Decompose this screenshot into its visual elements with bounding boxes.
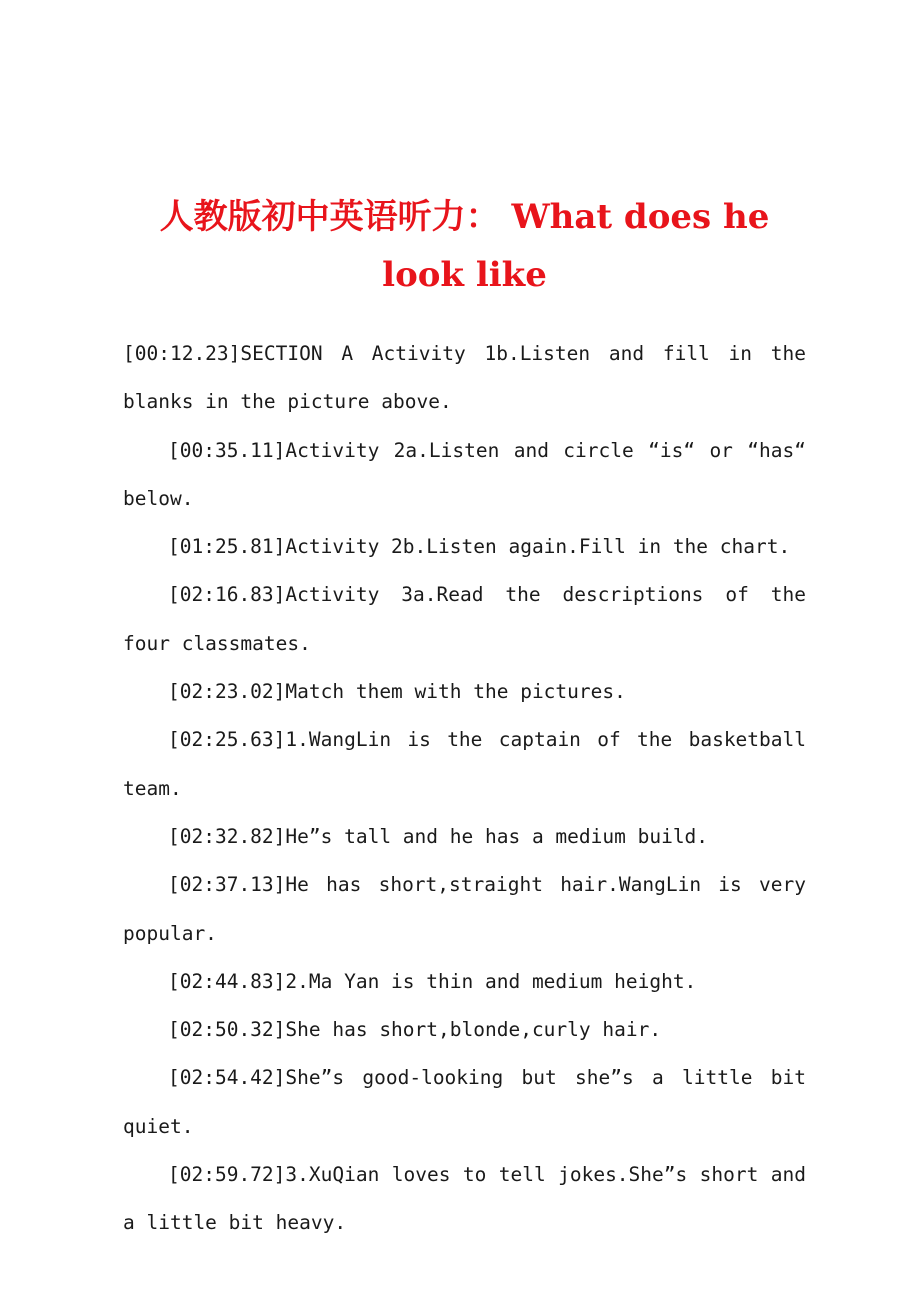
transcript-line: [02:44.83]2.Ma Yan is thin and medium height. bbox=[168, 969, 697, 993]
transcript-line: [02:37.13]He has short,straight hair.WangLin is very popular. bbox=[123, 873, 806, 945]
transcript-line: [02:16.83]Activity 3a.Read the descriptions of the four classmates. bbox=[123, 583, 806, 655]
transcript-body bbox=[123, 330, 806, 1248]
document-title: 人教版初中英语听力： What does he look like bbox=[159, 197, 770, 295]
transcript-line: [02:59.72]3.XuQian loves to tell jokes.She”s short and a little bit heavy. bbox=[123, 1163, 806, 1235]
transcript-line: [02:54.42]She”s good-looking but she”s a little bit quiet. bbox=[123, 1066, 806, 1138]
transcript-line: [02:23.02]Match them with the pictures. bbox=[168, 680, 626, 704]
transcript-line: [00:35.11]Activity 2a.Listen and circle “is“ or “has“ below. bbox=[123, 438, 806, 510]
transcript-line: [01:25.81]Activity 2b.Listen again.Fill in the chart. bbox=[168, 535, 791, 559]
transcript-line: [00:12.23]SECTION A Activity 1b.Listen and fill in the blanks in the picture above. bbox=[123, 342, 806, 414]
transcript-line: [02:32.82]He”s tall and he has a medium build. bbox=[168, 824, 709, 848]
transcript-line: [02:50.32]She has short,blonde,curly hair. bbox=[168, 1018, 662, 1042]
transcript-line: [02:25.63]1.WangLin is the captain of the basketball team. bbox=[123, 728, 806, 800]
